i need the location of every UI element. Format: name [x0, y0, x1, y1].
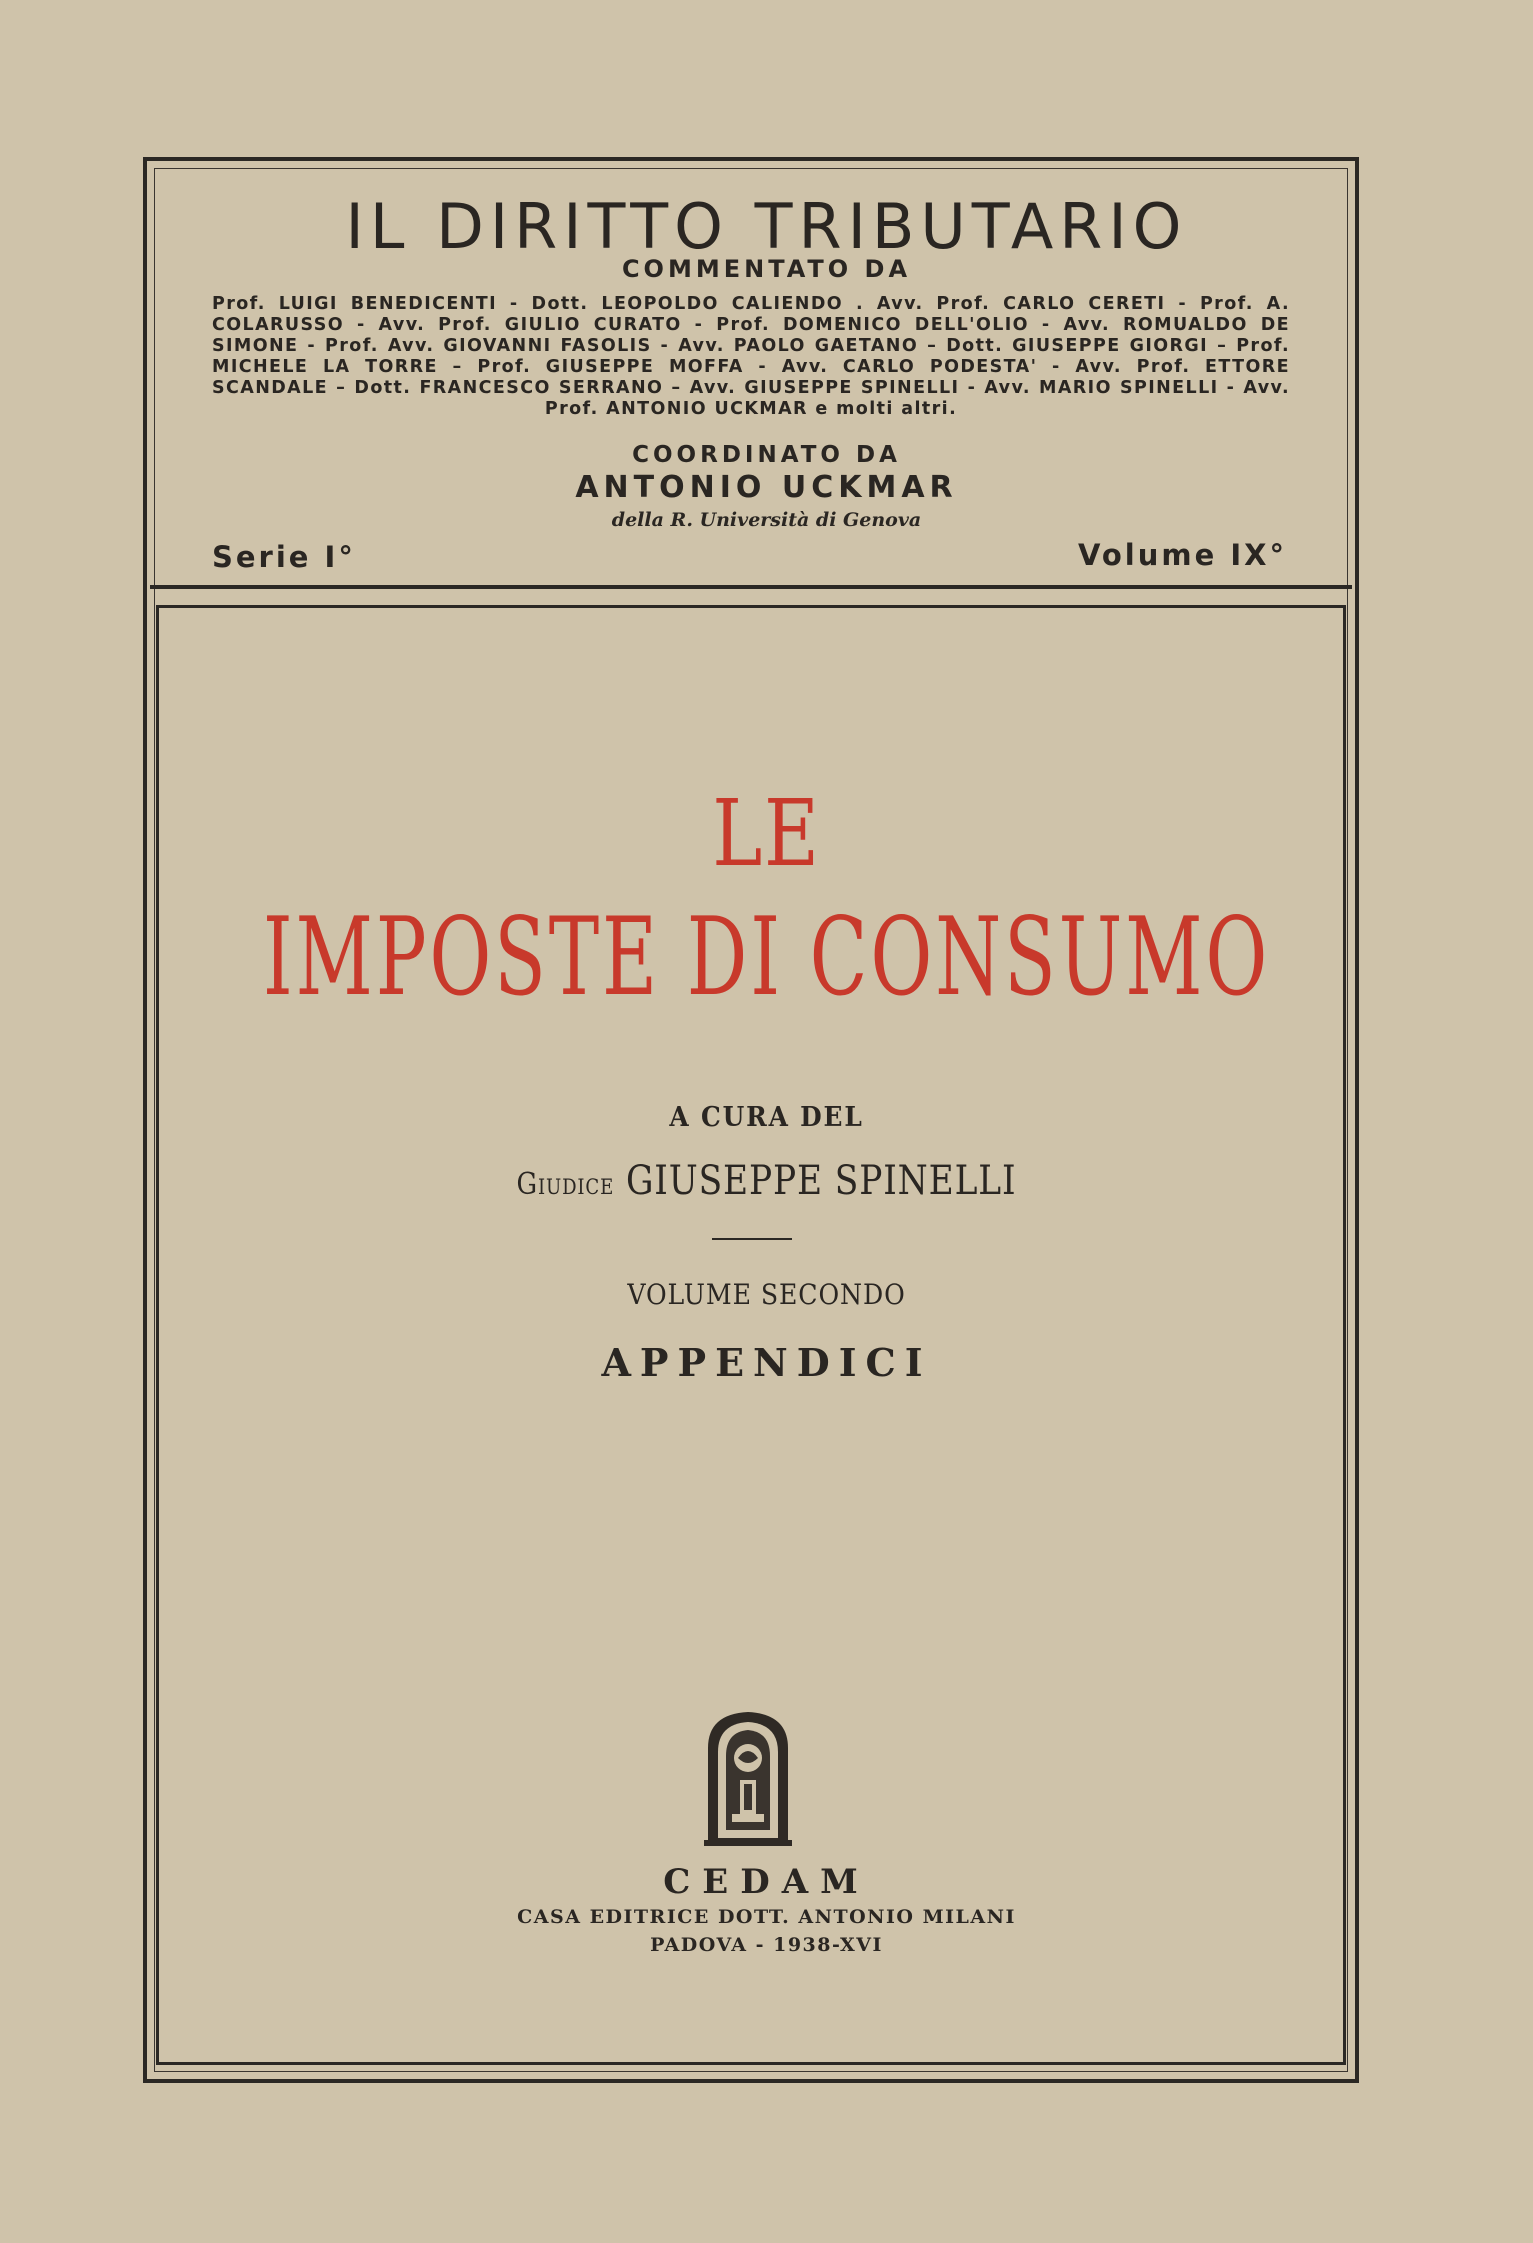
publisher-name: CEDAM: [663, 1862, 870, 1902]
coordinato-label: COORDINATO DA: [632, 442, 901, 468]
book-title-line-1: LE: [712, 780, 821, 887]
commentato-label: COMMENTATO DA: [621, 255, 912, 283]
editor-title: Giudice: [516, 1167, 615, 1202]
a-cura-label: A CURA DEL: [669, 1102, 864, 1133]
book-title-line-2: IMPOSTE DI CONSUMO: [262, 895, 1271, 1020]
editor-name: GIUSEPPE SPINELLI: [625, 1158, 1017, 1204]
coordinator-name: ANTONIO UCKMAR: [575, 470, 958, 505]
header-divider: [150, 585, 1352, 589]
editor: [107, 1158, 1425, 1204]
authors-list: Prof. LUIGI BENEDICENTI - Dott. LEOPOLDO CALIENDO . Avv. Prof. CARLO CERETI - Prof. A. COLARUSSO - Avv. Prof. GIULIO CURATO - Prof. DOMENICO DELL'OLIO - Avv. ROMUALDO DE SIMONE - Prof. Avv. GIOVANNI FASOLIS - Avv. PAOLO GAETANO – Dott. GIUSEPPE GIORGI – Prof. MICHELE LA TORRE – Prof. GIUSEPPE MOFFA - Avv. CARLO PODESTA' - Avv. Prof. ETTORE SCANDALE – Dott. FRANCESCO SERRANO – Avv. GIUSEPPE SPINELLI - Avv. MARIO SPINELLI - Avv. Prof. ANTONIO UCKMAR e molti altri.: [212, 294, 1290, 419]
coordinator-affiliation: della R. Università di Genova: [611, 509, 922, 531]
publisher-place: PADOVA - 1938-XVI: [650, 1934, 883, 1956]
short-rule: [712, 1238, 792, 1240]
subtitle: APPENDICI: [601, 1340, 932, 1385]
publisher-house: CASA EDITRICE DOTT. ANTONIO MILANI: [517, 1906, 1016, 1928]
series-title: IL DIRITTO TRIBUTARIO: [345, 190, 1188, 263]
volume-number: Volume IX°: [1078, 538, 1287, 572]
volume-label: VOLUME SECONDO: [627, 1278, 906, 1311]
cedam-emblem-icon: [700, 1708, 796, 1848]
series-number: Serie I°: [212, 540, 356, 574]
